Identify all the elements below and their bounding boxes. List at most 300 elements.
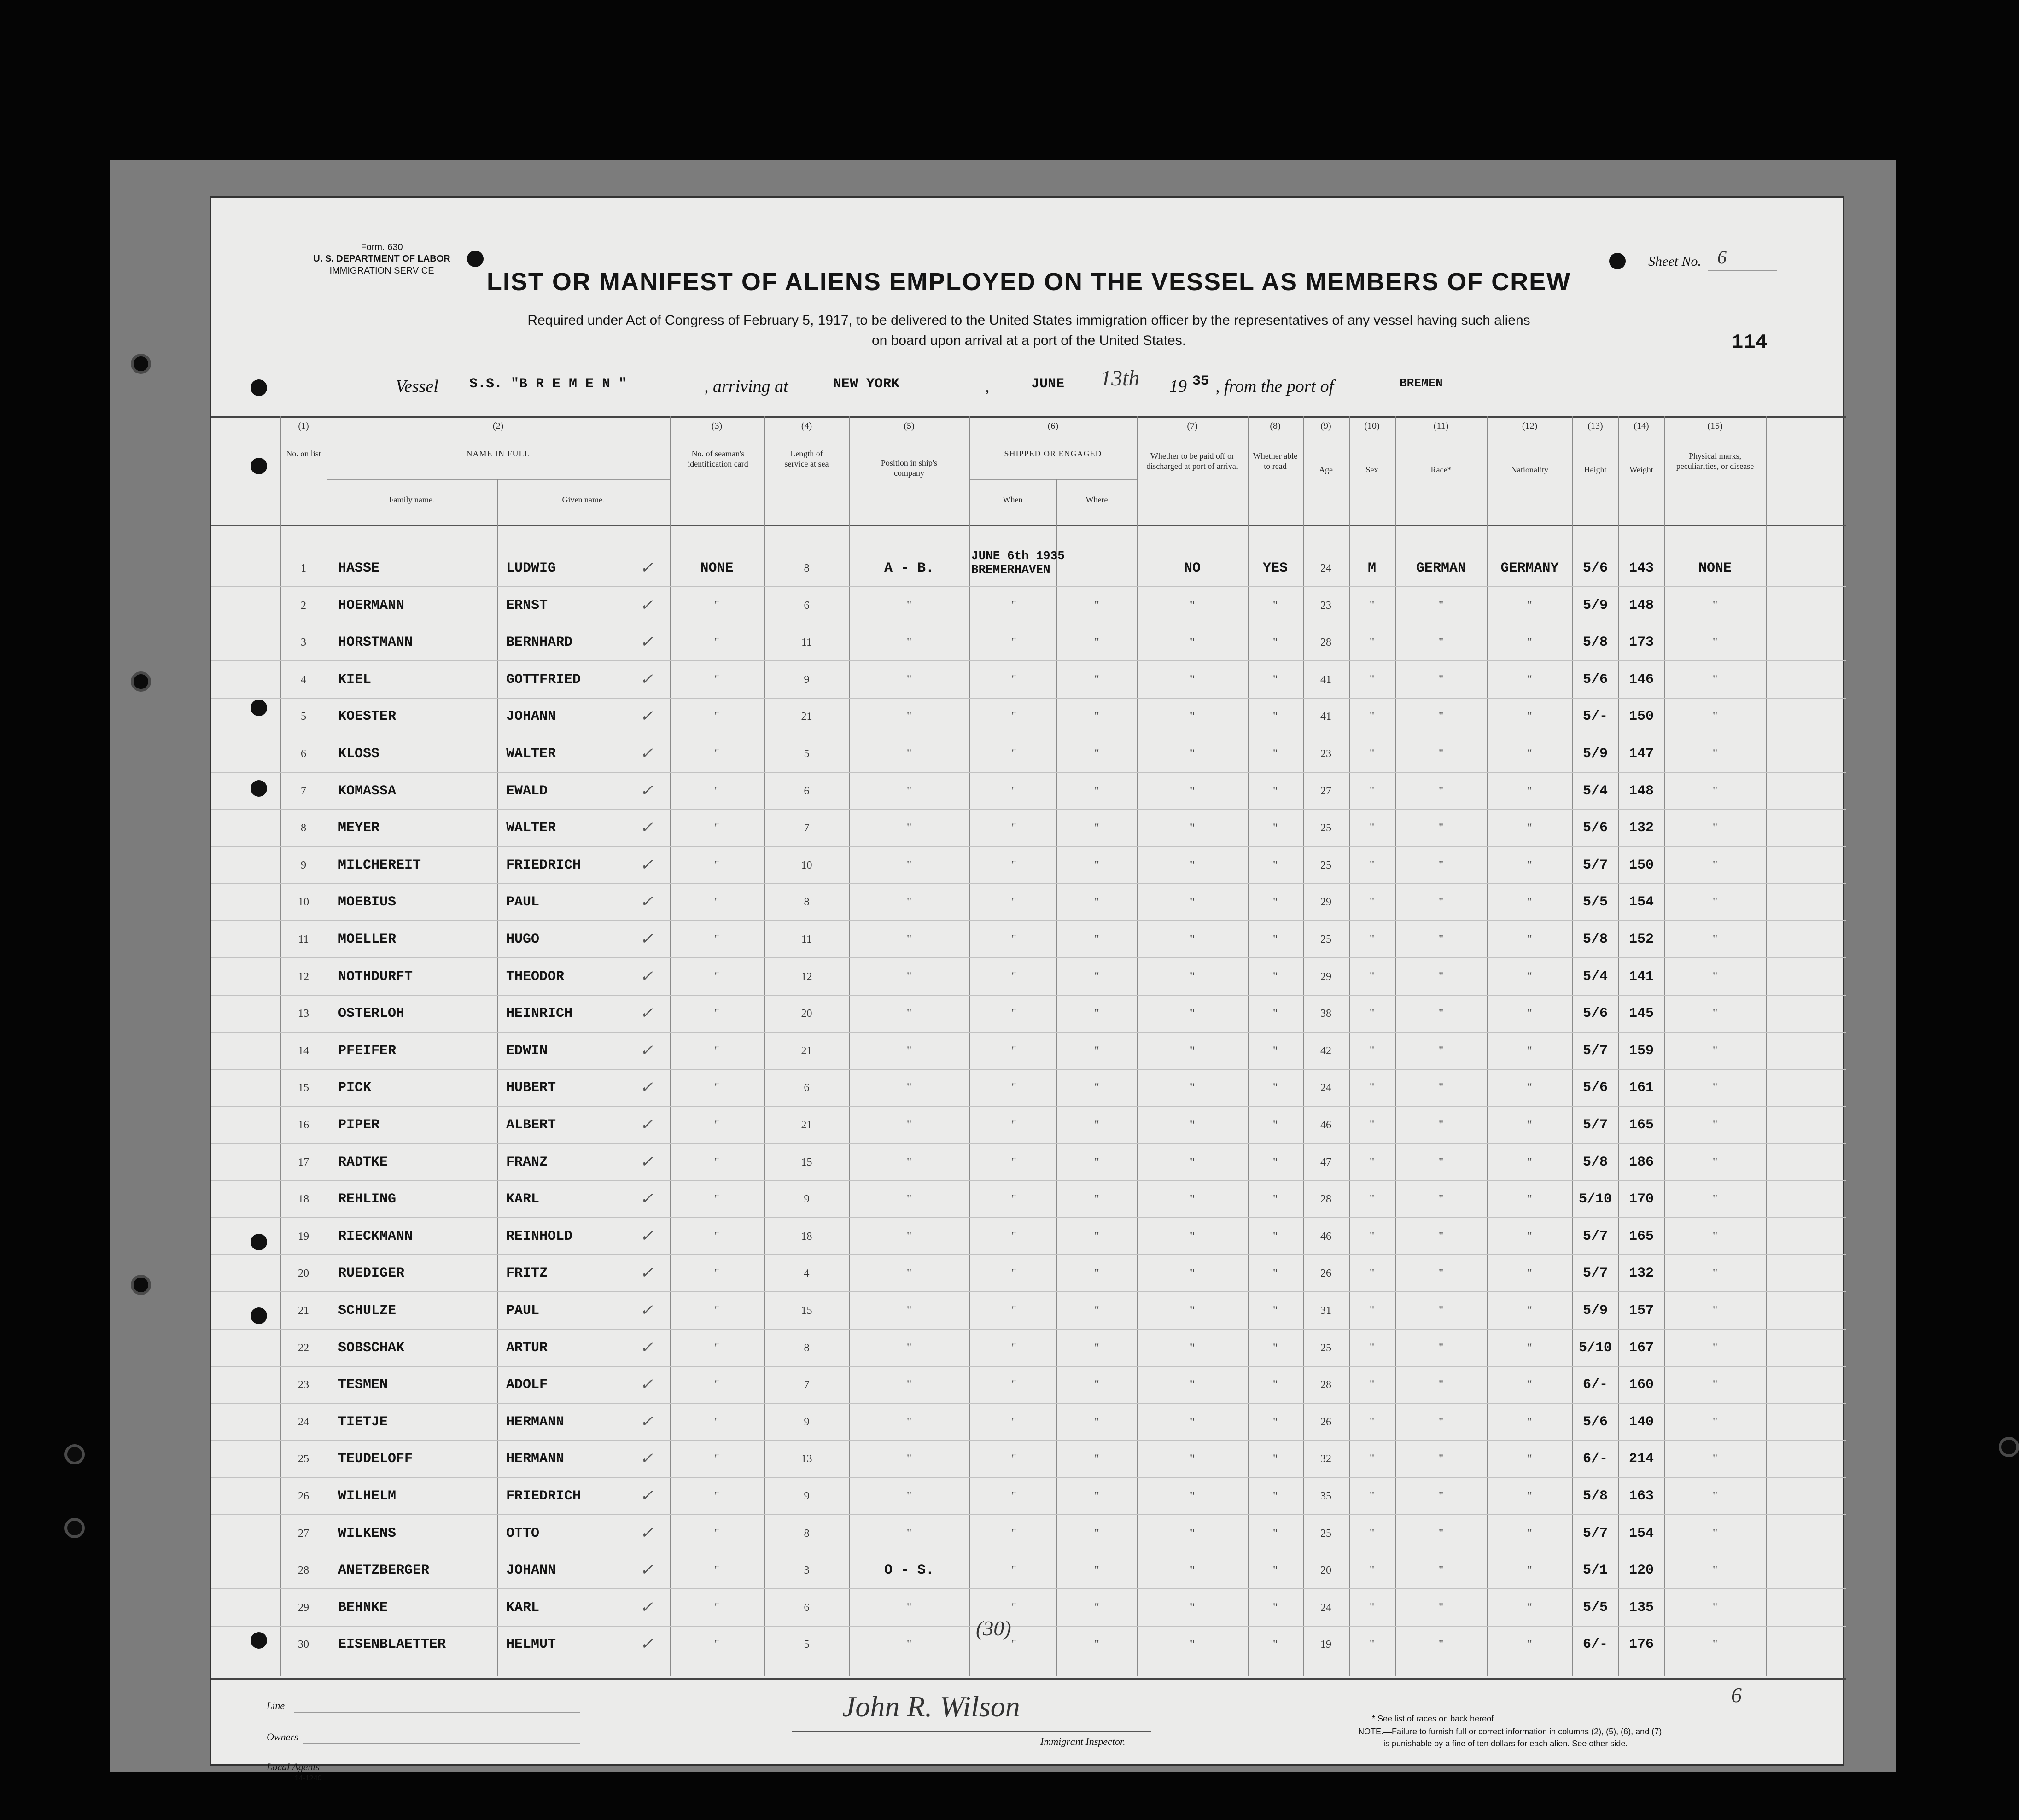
race: " [1438,1081,1444,1095]
height: 5/8 [1582,1154,1608,1170]
table-row [211,884,1846,921]
table-row [211,847,1846,884]
physical-marks: " [1712,636,1718,649]
check-mark-icon: ✓ [640,1265,654,1282]
able-to-read: " [1272,1118,1278,1132]
shipped-where: " [1094,1526,1099,1540]
nationality: " [1527,747,1532,760]
shipped-where: " [1094,969,1099,983]
binder-hole-icon [131,354,151,374]
shipped-where-subheader: Where [1085,495,1108,504]
check-mark-icon: ✓ [640,596,654,614]
weight: 148 [1628,783,1654,799]
physical-marks: " [1712,1452,1718,1466]
position: A - B. [884,560,934,576]
nationality: " [1527,1638,1532,1651]
shipped-where: " [1094,1600,1099,1614]
shipped-where: " [1094,858,1099,872]
paid-off: " [1190,1452,1195,1466]
physical-marks: " [1712,1526,1718,1540]
shipped-when: " [1011,933,1016,946]
binder-hole-icon [64,1518,85,1538]
race: " [1438,1341,1444,1354]
sex: " [1369,672,1375,686]
nationality: " [1527,1155,1532,1169]
weight: 143 [1628,560,1654,576]
position: " [906,858,912,872]
check-mark-icon: ✓ [640,1376,654,1394]
shipped-when: " [1011,636,1016,649]
table-row [211,587,1846,624]
col-weight-header: Weight [1629,465,1653,474]
paid-off: " [1190,1266,1195,1280]
sex: " [1369,1118,1375,1132]
able-to-read: " [1272,1304,1278,1317]
shipped-where: " [1094,1118,1099,1132]
paid-off: " [1190,1638,1195,1651]
physical-marks: " [1712,1118,1718,1132]
shipped-where: " [1094,1081,1099,1095]
able-to-read: " [1272,1081,1278,1095]
col-3-number: (3) [711,421,723,431]
race: " [1438,1378,1444,1392]
weight: 161 [1628,1080,1654,1096]
family-name: WILHELM [338,1488,397,1504]
physical-marks: NONE [1698,560,1732,576]
check-mark-icon: ✓ [640,856,654,874]
shipped-when: " [1011,858,1016,872]
row-number: 6 [301,748,306,760]
paid-off: " [1190,1341,1195,1354]
sex: " [1369,636,1375,649]
height: 5/6 [1582,1414,1608,1430]
penalty-note-line-1: NOTE.—Failure to furnish full or correct information in columns (2), (5), (6), and (7) [1358,1727,1662,1736]
table-row [211,698,1846,735]
physical-marks: " [1712,1600,1718,1614]
sheet-label: Sheet No. [1648,254,1701,269]
weight: 150 [1628,709,1654,725]
sex: " [1369,1638,1375,1651]
able-to-read: " [1272,895,1278,909]
height: 5/8 [1582,1488,1608,1504]
shipped-where: BREMERHAVEN [971,563,1050,577]
col-no-on-list-header: No. on list [286,449,321,458]
race: " [1438,1266,1444,1280]
height: 5/7 [1582,1266,1608,1282]
position: O - S. [884,1563,934,1579]
age: 29 [1320,896,1331,909]
row-number: 15 [298,1082,309,1094]
able-to-read: " [1272,1155,1278,1169]
able-to-read: " [1272,636,1278,649]
able-to-read: " [1272,1638,1278,1651]
age: 41 [1320,673,1331,686]
race: " [1438,1192,1444,1206]
seaman-card: " [714,672,719,686]
given-name: FRANZ [506,1154,548,1170]
seaman-card: " [714,1378,719,1392]
weight: 135 [1628,1599,1654,1616]
table-row [211,661,1846,698]
physical-marks: " [1712,1155,1718,1169]
race: " [1438,747,1444,760]
family-name: REHLING [338,1191,397,1208]
physical-marks: " [1712,933,1718,946]
height: 5/7 [1582,1043,1608,1059]
shipped-when: " [1011,710,1016,723]
position: " [906,1044,912,1057]
check-mark-icon: ✓ [640,634,654,651]
race: " [1438,636,1444,649]
weight: 141 [1628,968,1654,985]
header-bottom-rule [211,525,1846,526]
height: 5/8 [1582,932,1608,947]
col-10-number: (10) [1364,421,1380,431]
col-height-header: Height [1584,465,1607,474]
sex: " [1369,1304,1375,1317]
punch-hole-icon [251,379,267,396]
weight: 165 [1628,1117,1654,1133]
table-row [211,773,1846,810]
given-name: FRITZ [506,1266,548,1282]
position: " [906,1304,912,1317]
height: 5/7 [1582,857,1608,873]
shipped-when: " [1011,1452,1016,1466]
check-mark-icon: ✓ [640,1450,654,1468]
race: " [1438,858,1444,872]
sex: " [1369,1489,1375,1503]
race: " [1438,1489,1444,1503]
check-mark-icon: ✓ [640,1116,654,1133]
form-code: 14-1240 [294,1774,322,1782]
able-to-read: " [1272,858,1278,872]
height: 5/7 [1582,1117,1608,1133]
col-position-header: Position in ship's company [881,458,938,478]
position: " [906,1266,912,1280]
nationality: " [1527,1600,1532,1614]
race: " [1438,933,1444,946]
manifest-title: LIST OR MANIFEST OF ALIENS EMPLOYED ON THE VESSEL AS MEMBERS OF CREW [486,268,1571,296]
col-race-header: Race* [1430,465,1452,474]
vessel-label: Vessel [396,377,438,396]
table-row [211,735,1846,772]
paid-off: " [1190,710,1195,723]
row-number: 11 [298,933,309,945]
row-number: 30 [298,1639,309,1651]
nationality: " [1527,1489,1532,1503]
table-row [211,921,1846,958]
nationality: " [1527,1341,1532,1354]
height: 5/6 [1582,820,1608,836]
weight: 170 [1628,1191,1654,1208]
given-name: ALBERT [506,1117,556,1133]
position: " [906,1378,912,1392]
shipped-when: " [1011,598,1016,612]
nationality: " [1527,1563,1532,1577]
seaman-card: " [714,1044,719,1057]
sex: " [1369,1192,1375,1206]
able-to-read: " [1272,821,1278,835]
family-name: TESMEN [338,1377,388,1393]
family-name: KLOSS [338,746,380,762]
position: " [906,1489,912,1503]
table-row [211,1032,1846,1069]
height: 5/5 [1582,894,1608,910]
manifest-subtitle-line-2: on board upon arrival at a port of the United States. [871,333,1186,348]
shipped-where: " [1094,1304,1099,1317]
table-row [211,810,1846,846]
paid-off: " [1190,969,1195,983]
row-number: 2 [301,599,306,612]
age: 27 [1320,785,1331,797]
sex: " [1369,1044,1375,1057]
row-number: 29 [298,1601,309,1614]
race-footnote: * See list of races on back hereof. [1372,1714,1496,1723]
row-number: 22 [298,1342,309,1354]
race: " [1438,1452,1444,1466]
length-of-service: 6 [804,1601,810,1614]
sex: " [1369,747,1375,760]
manifest-sheet [210,196,1844,1782]
table-row [211,1069,1846,1106]
given-name: JOHANN [506,709,556,725]
paid-off: " [1190,747,1195,760]
table-row [211,1292,1846,1329]
paid-off: " [1190,1378,1195,1392]
col-shipped-or-engaged-header: SHIPPED OR ENGAGED [1004,449,1102,458]
height: 5/5 [1582,1599,1608,1616]
row-number: 16 [298,1119,309,1131]
age: 46 [1320,1119,1331,1131]
length-of-service: 18 [801,1230,812,1242]
height: 5/6 [1582,1080,1608,1096]
physical-marks: " [1712,1229,1718,1243]
paid-off: NO [1184,560,1201,576]
check-mark-icon: ✓ [640,1524,654,1542]
family-name: HOERMANN [338,597,405,613]
col-4-number: (4) [801,421,812,431]
height: 5/9 [1582,746,1608,762]
physical-marks: " [1712,747,1718,760]
length-of-service: 6 [804,599,810,612]
family-name: BEHNKE [338,1599,388,1616]
check-mark-icon: ✓ [640,1042,654,1059]
weight: 154 [1628,894,1654,910]
weight: 140 [1628,1414,1654,1430]
check-mark-icon: ✓ [640,819,654,837]
margin-mark: 6 [1731,1683,1742,1707]
sex: " [1369,710,1375,723]
sex: " [1369,1081,1375,1095]
length-of-service: 7 [804,822,810,834]
penalty-note-line-2: is punishable by a fine of ten dollars for each alien. See other side. [1383,1739,1628,1748]
height: 5/10 [1578,1191,1612,1208]
position: " [906,821,912,835]
position: " [906,747,912,760]
physical-marks: " [1712,1192,1718,1206]
family-name: NOTHDURFT [338,968,413,985]
sex: " [1369,1007,1375,1021]
race: " [1438,1118,1444,1132]
shipped-where: " [1094,1266,1099,1280]
check-mark-icon: ✓ [640,1190,654,1208]
position: " [906,636,912,649]
binder-hole-icon [131,671,151,692]
col-seaman-card-header: No. of seaman's identification card [688,449,748,468]
paid-off: " [1190,1600,1195,1614]
sex: " [1369,1600,1375,1614]
given-name: BERNHARD [506,635,573,651]
given-name: ERNST [506,597,548,613]
col-able-to-read-header: Whether able to read [1253,451,1298,471]
length-of-service: 11 [801,636,812,649]
race: " [1438,821,1444,835]
inspector-signature: John R. Wilson [842,1690,1020,1723]
able-to-read: " [1272,1415,1278,1429]
race: " [1438,1304,1444,1317]
physical-marks: " [1712,1378,1718,1392]
physical-marks: " [1712,710,1718,723]
given-name: FRIEDRICH [506,857,581,873]
given-name: HELMUT [506,1637,556,1653]
nationality: " [1527,784,1532,798]
punch-hole-icon [1609,253,1626,269]
age: 47 [1320,1156,1331,1168]
vessel-name: S.S. "B R E M E N " [469,376,627,392]
col-11-number: (11) [1433,421,1449,431]
length-of-service: 7 [804,1379,810,1391]
family-name: SCHULZE [338,1303,397,1318]
family-name: OSTERLOH [338,1006,405,1022]
family-name: KOMASSA [338,783,397,799]
col-2-number: (2) [492,421,504,431]
height: 5/9 [1582,597,1608,613]
col-12-number: (12) [1522,421,1538,431]
family-name: KOESTER [338,709,397,725]
shipped-where: " [1094,598,1099,612]
table-row [211,995,1846,1032]
given-name: ARTUR [506,1340,548,1356]
given-name: HUBERT [506,1080,556,1096]
family-name: EISENBLAETTER [338,1637,446,1653]
race: " [1438,1229,1444,1243]
able-to-read: " [1272,969,1278,983]
able-to-read: " [1272,1007,1278,1021]
arrival-port: NEW YORK [833,376,900,392]
weight: 186 [1628,1154,1654,1170]
form-number: Form. 630 [361,242,403,252]
nationality: " [1527,895,1532,909]
seaman-card: " [714,1341,719,1354]
table-row [211,1255,1846,1292]
given-name: HUGO [506,932,540,947]
shipped-where: " [1094,1007,1099,1021]
sex: " [1369,1155,1375,1169]
shipped-when: " [1011,1415,1016,1429]
height: 5/1 [1582,1563,1608,1579]
age: 24 [1320,1601,1331,1614]
shipped-when: " [1011,1192,1016,1206]
given-name: GOTTFRIED [506,671,581,688]
length-of-service: 12 [801,970,812,983]
table-row [211,1515,1846,1552]
given-name: JOHANN [506,1563,556,1579]
col-8-number: (8) [1270,421,1281,431]
row-number: 12 [298,970,309,983]
given-name: THEODOR [506,968,565,985]
shipped-when: " [1011,821,1016,835]
weight: 145 [1628,1006,1654,1022]
shipped-when: " [1011,1526,1016,1540]
col-physical-marks-header: Physical marks, peculiarities, or disease [1676,451,1754,471]
age: 25 [1320,1527,1331,1540]
length-of-service: 8 [804,1527,810,1540]
row-number: 10 [298,896,309,909]
table-row [211,1330,1846,1366]
weight: 173 [1628,635,1654,651]
age: 25 [1320,859,1331,871]
length-of-service: 15 [801,1305,812,1317]
shipped-when: " [1011,1378,1016,1392]
position: " [906,1081,912,1095]
row-number: 9 [301,859,306,871]
check-mark-icon: ✓ [640,560,654,577]
able-to-read: " [1272,1489,1278,1503]
shipped-when: " [1011,969,1016,983]
table-row [211,1441,1846,1477]
department-name: U. S. DEPARTMENT OF LABOR [313,254,450,264]
nationality: " [1527,1266,1532,1280]
weight: 132 [1628,820,1654,836]
shipped-when: " [1011,1155,1016,1169]
height: 5/- [1582,709,1608,725]
table-row [211,1144,1846,1181]
weight: 152 [1628,932,1654,947]
seaman-card: " [714,747,719,760]
row-number: 23 [298,1379,309,1391]
shipped-where: " [1094,1378,1099,1392]
weight: 120 [1628,1563,1654,1579]
age: 25 [1320,933,1331,945]
shipped-where: " [1094,1192,1099,1206]
paid-off: " [1190,784,1195,798]
paid-off: " [1190,1044,1195,1057]
family-name: RUEDIGER [338,1266,405,1282]
shipped-when: " [1011,1007,1016,1021]
row-number: 20 [298,1267,309,1280]
nationality: " [1527,636,1532,649]
length-of-service: 8 [804,1342,810,1354]
table-row [211,958,1846,995]
table-row [211,1478,1846,1515]
seaman-card: " [714,1155,719,1169]
length-of-service: 8 [804,562,810,574]
row-number: 28 [298,1564,309,1577]
given-name: HEINRICH [506,1006,573,1022]
shipped-when-subheader: When [1003,495,1023,504]
age: 38 [1320,1008,1331,1020]
arrival-year: 35 [1192,373,1209,389]
height: 5/7 [1582,1525,1608,1541]
length-of-service: 21 [801,1044,812,1057]
arrival-day: 13th [1100,366,1140,391]
seaman-card: " [714,1007,719,1021]
check-mark-icon: ✓ [640,1339,654,1356]
position: " [906,1192,912,1206]
row-number: 13 [298,1008,309,1020]
weight: 214 [1628,1451,1654,1467]
table-row [211,1218,1846,1255]
